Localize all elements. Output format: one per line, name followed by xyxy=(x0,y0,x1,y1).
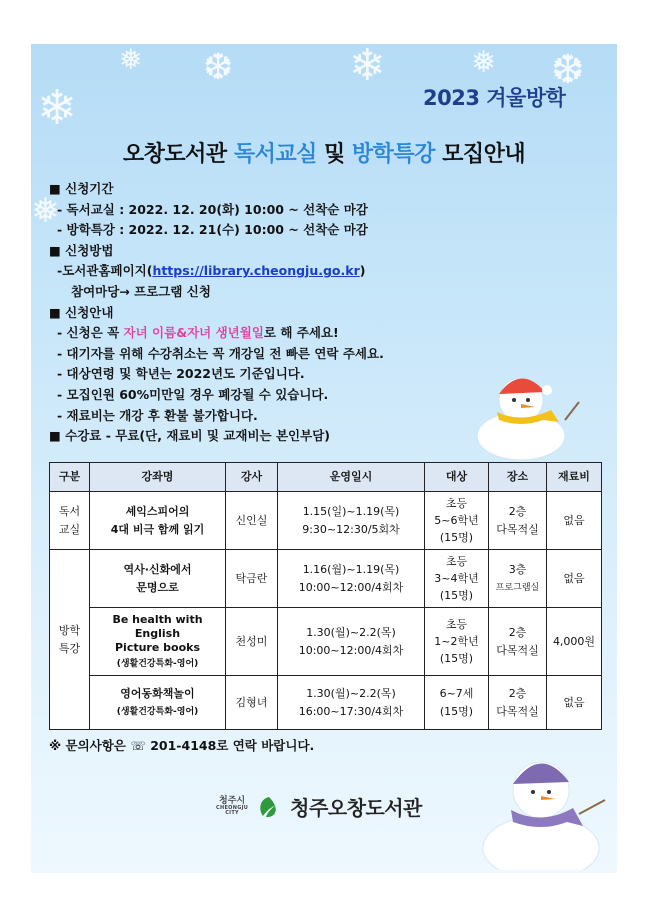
snowflake-icon: ❅ xyxy=(31,191,60,231)
lecture-line: 영어동화책놀이 xyxy=(120,687,195,700)
lecture-name xyxy=(90,550,226,608)
target-line: (15명) xyxy=(439,531,474,545)
header-lecture: 강좌명 xyxy=(90,463,226,492)
lecture-name xyxy=(90,492,226,550)
notice-item-3: - 대상연령 및 학년는 2022년도 기준입니다. xyxy=(57,366,305,382)
schedule xyxy=(278,550,425,608)
target-line: (15명) xyxy=(439,589,474,603)
category-reading xyxy=(50,492,90,550)
target xyxy=(425,492,489,550)
title-highlight-special: 방학특강 xyxy=(351,142,435,167)
fee-notice: ■ 수강료 - 무료(단, 재료비 및 교재비는 본인부담) xyxy=(49,428,330,444)
header-place: 장소 xyxy=(489,463,547,492)
table-row xyxy=(50,492,602,550)
poster xyxy=(31,44,617,873)
period-heading: ■ 신청기간 xyxy=(49,181,114,196)
snowflake-icon: ❆ xyxy=(551,47,585,93)
schedule-time: 16:00~17:30/4회차 xyxy=(298,704,404,718)
notice-item-1-prefix: - 신청은 꼭 xyxy=(57,325,124,341)
table-row xyxy=(50,608,602,676)
notice-item-1 xyxy=(49,323,384,344)
city-logo xyxy=(216,797,248,817)
schedule xyxy=(278,608,425,676)
contact-info: ※ 문의사항은 ☏ 201-4148로 연락 바랍니다. xyxy=(49,738,315,753)
library-homepage-link[interactable]: https://library.cheongju.go.kr xyxy=(152,263,360,279)
lecture-line: 4대 비극 함께 읽기 xyxy=(110,522,205,536)
place-line: 프로그램실 xyxy=(495,583,540,594)
material-fee: 없음 xyxy=(547,550,602,608)
header-target: 대상 xyxy=(425,463,489,492)
snowflake-icon: ❅ xyxy=(119,44,143,76)
place-line: 3층 xyxy=(508,563,527,576)
schedule-time: 9:30~12:30/5회차 xyxy=(302,522,400,536)
target-line: 초등 xyxy=(445,554,468,568)
title-part: 및 xyxy=(316,142,352,167)
snowman-icon xyxy=(471,744,611,870)
place xyxy=(489,676,547,730)
schedule-date: 1.15(일)~1.19(목) xyxy=(302,505,400,519)
instructor: 김형녀 xyxy=(226,676,278,730)
lecture-line: Be health with xyxy=(112,612,203,626)
target-line: (15명) xyxy=(439,704,474,718)
info-section xyxy=(49,179,384,447)
page-title xyxy=(31,137,617,168)
place-line: 다목적실 xyxy=(496,643,539,657)
lecture-line: (생활건강특화-영어) xyxy=(116,707,199,718)
method-url-line xyxy=(49,261,384,282)
target-line: 초등 xyxy=(445,496,468,510)
period-special: - 방학특강 : 2022. 12. 21(수) 10:00 ~ 선착순 마감 xyxy=(57,222,368,238)
notice-item-4: - 모집인원 60%미만일 경우 폐강될 수 있습니다. xyxy=(57,386,329,402)
target-line: 1~2학년 xyxy=(434,634,479,648)
lecture-line: Picture books xyxy=(114,641,200,655)
snowflake-icon: ❄ xyxy=(37,80,78,136)
header-fee: 재료비 xyxy=(547,463,602,492)
lecture-line: English xyxy=(134,627,181,640)
category-line: 교실 xyxy=(58,522,81,536)
target xyxy=(425,608,489,676)
table-row xyxy=(50,550,602,608)
snowflake-icon: ❆ xyxy=(203,47,234,88)
category-line: 방학 xyxy=(58,624,81,638)
schedule-date: 1.30(월)~2.2(목) xyxy=(306,687,396,701)
place-line: 2층 xyxy=(508,626,527,640)
header-instructor: 강사 xyxy=(226,463,278,492)
method-prefix: -도서관홈페이지( xyxy=(57,263,153,279)
title-part: 오창도서관 xyxy=(122,142,234,167)
city-name: 청주시 xyxy=(219,795,246,806)
method-path: 참여마당→ 프로그램 신청 xyxy=(71,283,211,299)
target xyxy=(425,676,489,730)
material-fee: 없음 xyxy=(547,676,602,730)
method-heading: ■ 신청방법 xyxy=(49,242,114,258)
city-name-en: CITY xyxy=(225,810,239,817)
place-line: 2층 xyxy=(508,505,527,519)
method-suffix: ) xyxy=(359,263,366,279)
category-line: 특강 xyxy=(58,641,81,655)
season-badge: 2023 겨울방학 xyxy=(423,86,566,110)
header-category: 구분 xyxy=(50,463,90,492)
material-fee: 없음 xyxy=(547,492,602,550)
target xyxy=(425,550,489,608)
schedule xyxy=(278,676,425,730)
instructor: 신인실 xyxy=(226,492,278,550)
target-line: (15명) xyxy=(439,652,474,666)
title-part: 모집안내 xyxy=(434,142,526,167)
lecture-line: 문명으로 xyxy=(136,580,179,594)
place-line: 2층 xyxy=(508,687,527,701)
place-line: 다목적실 xyxy=(496,522,539,536)
place-line: 다목적실 xyxy=(496,704,539,718)
target-line: 5~6학년 xyxy=(434,513,479,527)
library-name: 청주오창도서관 xyxy=(290,796,422,820)
lecture-line: 셰익스피어의 xyxy=(125,505,190,519)
snowflake-icon: ❄ xyxy=(349,44,386,91)
schedule-date: 1.16(월)~1.19(목) xyxy=(302,563,400,577)
schedule xyxy=(278,492,425,550)
target-line: 3~4학년 xyxy=(434,571,479,585)
lecture-name xyxy=(90,676,226,730)
city-name-en: CHEONGJU xyxy=(216,804,249,811)
snowman-icon xyxy=(459,362,585,462)
schedule-date: 1.30(월)~2.2(목) xyxy=(306,626,396,640)
notice-heading: ■ 신청안내 xyxy=(49,304,114,320)
lecture-line: 역사·신화에서 xyxy=(123,563,192,577)
lecture-line: (생활건강특화-영어) xyxy=(116,658,199,669)
target-line: 6~7세 xyxy=(439,687,474,701)
target-line: 초등 xyxy=(445,617,468,631)
instructor: 탁금란 xyxy=(226,550,278,608)
schedule-time: 10:00~12:00/4회차 xyxy=(298,580,404,594)
schedule-time: 10:00~12:00/4회차 xyxy=(298,643,404,657)
category-special xyxy=(50,550,90,730)
title-highlight-reading: 독서교실 xyxy=(233,142,317,167)
notice-item-1-suffix: 로 해 주세요! xyxy=(263,325,339,341)
place xyxy=(489,608,547,676)
header-schedule: 운영일시 xyxy=(278,463,425,492)
place xyxy=(489,550,547,608)
program-table xyxy=(49,462,602,730)
lecture-name xyxy=(90,608,226,676)
table-header-row xyxy=(50,463,602,492)
library-logo xyxy=(216,792,422,821)
notice-item-2: - 대기자를 위해 수강취소는 꼭 개강일 전 빠른 연락 주세요. xyxy=(57,345,384,361)
notice-item-5: - 재료비는 개강 후 환불 불가합니다. xyxy=(57,407,258,423)
period-reading: - 독서교실 : 2022. 12. 20(화) 10:00 ~ 선착순 마감 xyxy=(57,201,368,217)
material-fee: 4,000원 xyxy=(547,608,602,676)
snowflake-icon: ❅ xyxy=(471,45,497,80)
place xyxy=(489,492,547,550)
category-line: 독서 xyxy=(58,505,81,519)
notice-item-1-highlight: 자녀 이름&자녀 생년월일 xyxy=(123,325,264,341)
leaf-logo-icon xyxy=(256,795,282,819)
table-row xyxy=(50,676,602,730)
instructor: 천성미 xyxy=(226,608,278,676)
